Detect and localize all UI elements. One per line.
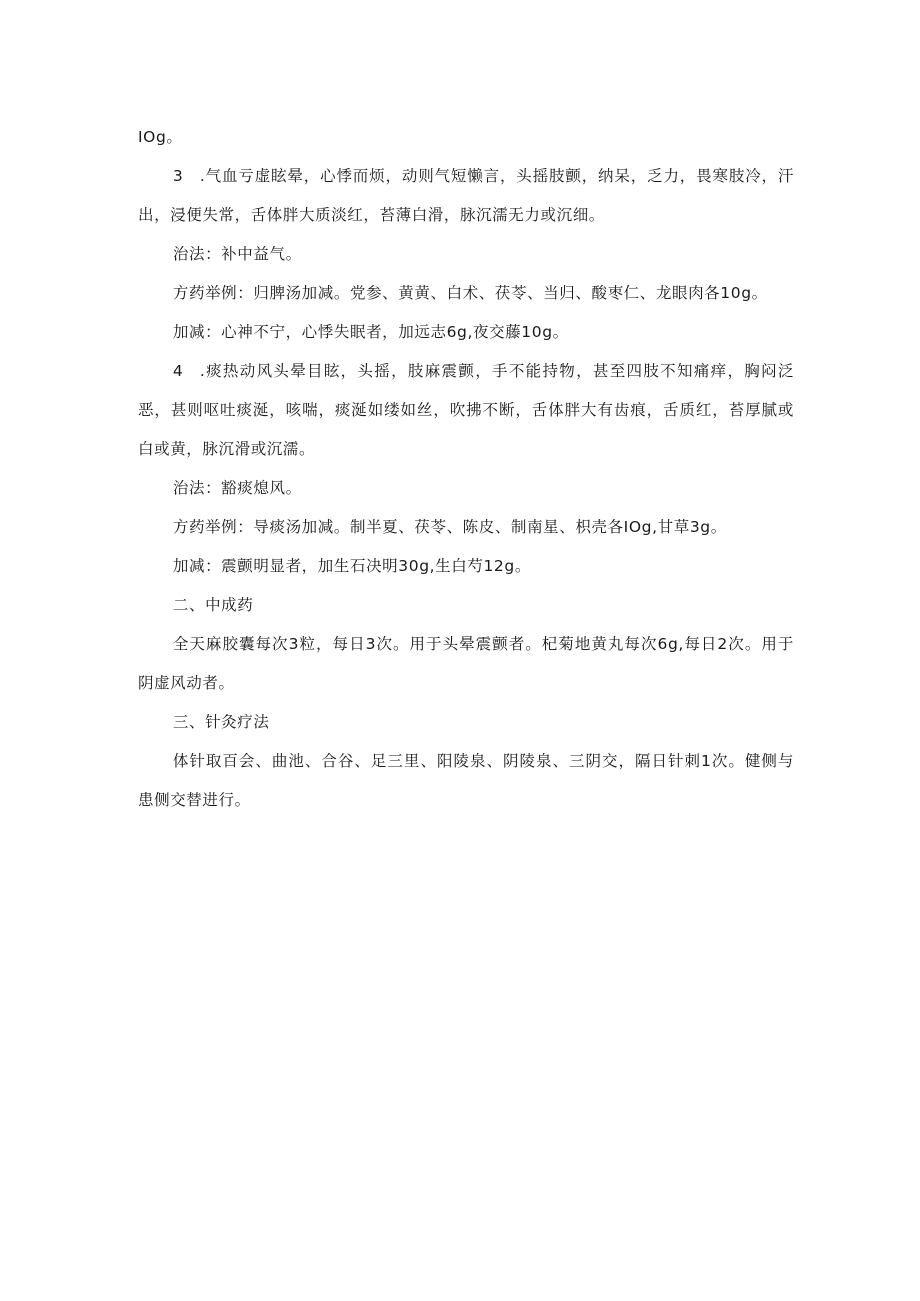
paragraph-patent-medicine: 全天麻胶囊每次3粒，每日3次。用于头晕震颤者。杞菊地黄丸每次6g,每日2次。用于阴虚风动者。 [138,635,794,692]
paragraph-text: .痰热动风头晕目眩，头摇，肢麻震颤，手不能持物，甚至四肢不知痛痒，胸闷泛恶，甚则呕吐痰涎，咳喘，痰涎如缕如丝，吹拂不断，舌体胖大有齿痕，舌质红，苔厚腻或白或黄，脉沉滑或沉濡。 [138,362,794,458]
paragraph-treatment-method: 治法：补中益气。 [172,245,302,263]
paragraph-treatment-method: 治法：豁痰熄风。 [172,479,302,497]
paragraph-modification: 加减：震颤明显者，加生石决明30g,生白芍12g。 [172,557,531,575]
document-page [138,118,794,820]
item-number: 4 [172,362,184,380]
paragraph-qi-blood-deficiency [138,157,794,235]
paragraph-dosage-tail: IOg。 [138,128,183,146]
section-heading-acupuncture: 三、针灸疗法 [172,713,270,731]
item-number: 3 [172,167,184,185]
section-heading-patent-medicine: 二、中成药 [172,596,254,614]
paragraph-acupuncture: 体针取百会、曲池、合谷、足三里、阳陵泉、阴陵泉、三阴交，隔日针刺1次。健侧与患侧交替进行。 [138,752,794,809]
paragraph-modification: 加减：心神不宁，心悸失眠者，加远志6g,夜交藤10g。 [172,323,569,341]
paragraph-phlegm-heat-wind [138,352,794,469]
paragraph-prescription-example: 方药举例：导痰汤加减。制半夏、茯苓、陈皮、制南星、枳壳各IOg,甘草3g。 [172,518,727,536]
paragraph-text: .气血亏虚眩晕，心悸而烦，动则气短懒言，头摇肢颤，纳呆，乏力，畏寒肢冷，汗出，浸便失常，舌体胖大质淡红，苔薄白滑，脉沉濡无力或沉细。 [138,167,794,224]
paragraph-prescription-example: 方药举例：归脾汤加减。党参、黄黄、白术、茯苓、当归、酸枣仁、龙眼肉各10g。 [172,284,768,302]
